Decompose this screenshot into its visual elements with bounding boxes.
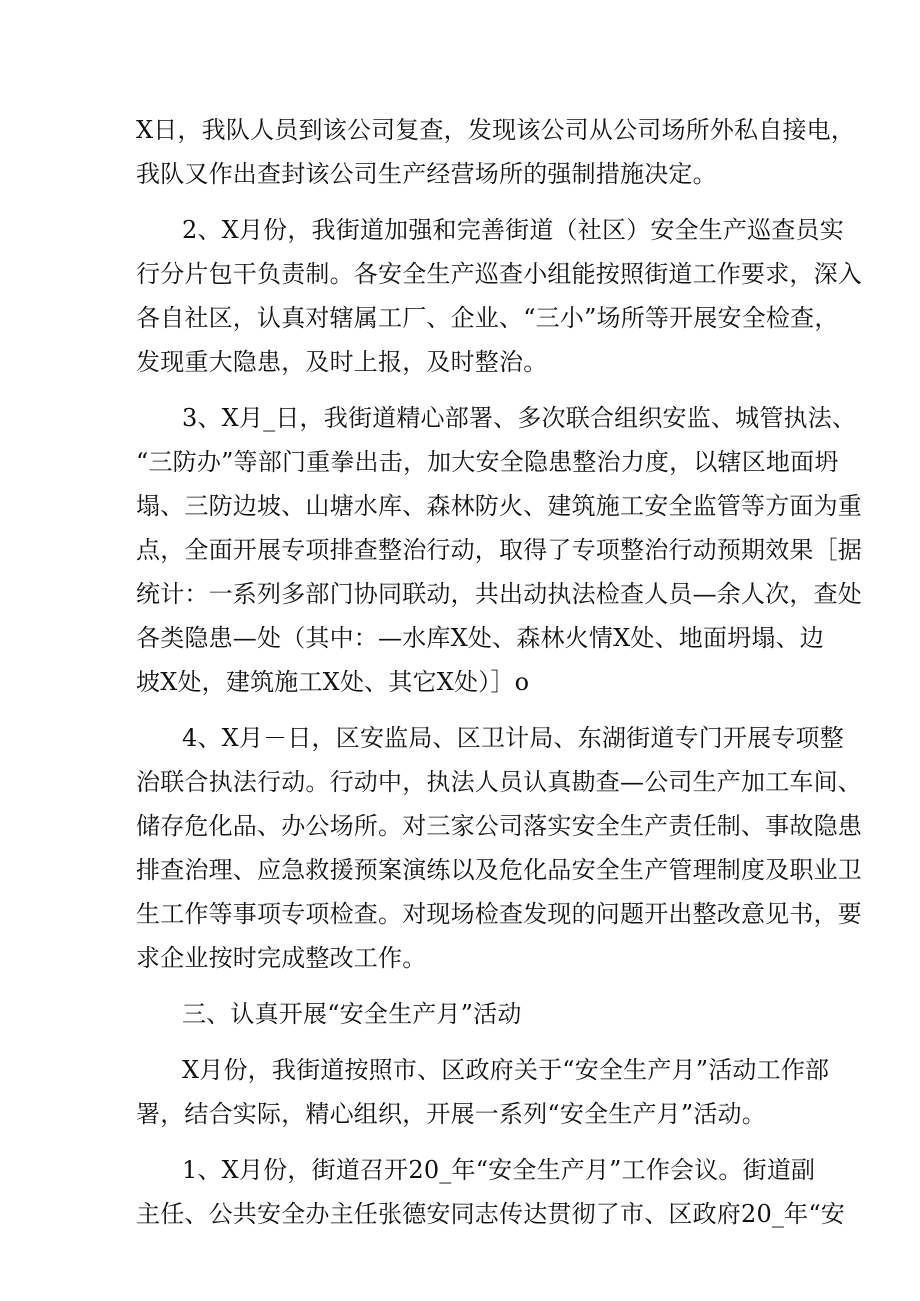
paragraph-intro-line: X月份，我街道按照市、区政府关于“安全生产月”活动工作部 [182,1056,830,1084]
text-line: 各自社区，认真对辖属工厂、企业、“三小”场所等开展安全检查， [136,304,839,332]
text-line: 发现重大隐患，及时上报，及时整治。 [136,348,548,376]
text-line: 署，结合实际，精心组织，开展一系列“安全生产月”活动。 [136,1100,766,1128]
text-line: 我队又作出查封该公司生产经营场所的强制措施决定。 [136,160,717,188]
paragraph-3-line: 3、X月_日，我街道精心部署、多次联合组织安监、城管执法、 [182,404,857,432]
paragraph-4-line: 4、X月－日，区安监局、区卫计局、东湖街道专门开展专项整 [182,724,844,752]
text-line: 各类隐患—处（其中：—水库X处、森林火情X处、地面坍塌、边 [136,624,824,652]
text-line: 治联合执法行动。行动中，执法人员认真勘查—公司生产加工车间、 [136,768,862,796]
text-line: 点，全面开展专项排查整治行动，取得了专项整治行动预期效果［据 [136,536,862,564]
text-line: 排查治理、应急救援预案演练以及危化品安全生产管理制度及职业卫 [136,856,862,884]
text-line: 生工作等事项专项检查。对现场检查发现的问题开出整改意见书，要 [136,900,862,928]
text-line: 求企业按时完成整改工作。 [136,944,427,972]
text-line: 塌、三防边坡、山塘水库、森林防火、建筑施工安全监管等方面为重 [136,492,862,520]
text-line: 坡X处，建筑施工X处、其它X处）］o [136,668,530,696]
text-line: “三防办”等部门重拳出击，加大安全隐患整治力度，以辖区地面坍 [136,448,839,476]
document-body [136,108,862,1236]
text-line: 主任、公共安全办主任张德安同志传达贯彻了市、区政府20_年“安 [136,1200,846,1228]
text-line: X日，我队人员到该公司复查，发现该公司从公司场所外私自接电， [136,116,856,144]
text-line: 统计：一系列多部门协同联动，共出动执法检查人员—余人次，查处 [136,580,862,608]
text-line: 行分片包干负责制。各安全生产巡查小组能按照街道工作要求，深入 [136,260,862,288]
text-line: 储存危化品、办公场所。对三家公司落实安全生产责任制、事故隐患 [136,812,862,840]
paragraph-2-line: 2、X月份，我街道加强和完善街道（社区）安全生产巡查员实 [182,216,844,244]
section-heading: 三、认真开展“安全生产月”活动 [182,1000,522,1028]
paragraph-1-line: 1、X月份，街道召开20_年“安全生产月”工作会议。街道副 [182,1156,816,1184]
